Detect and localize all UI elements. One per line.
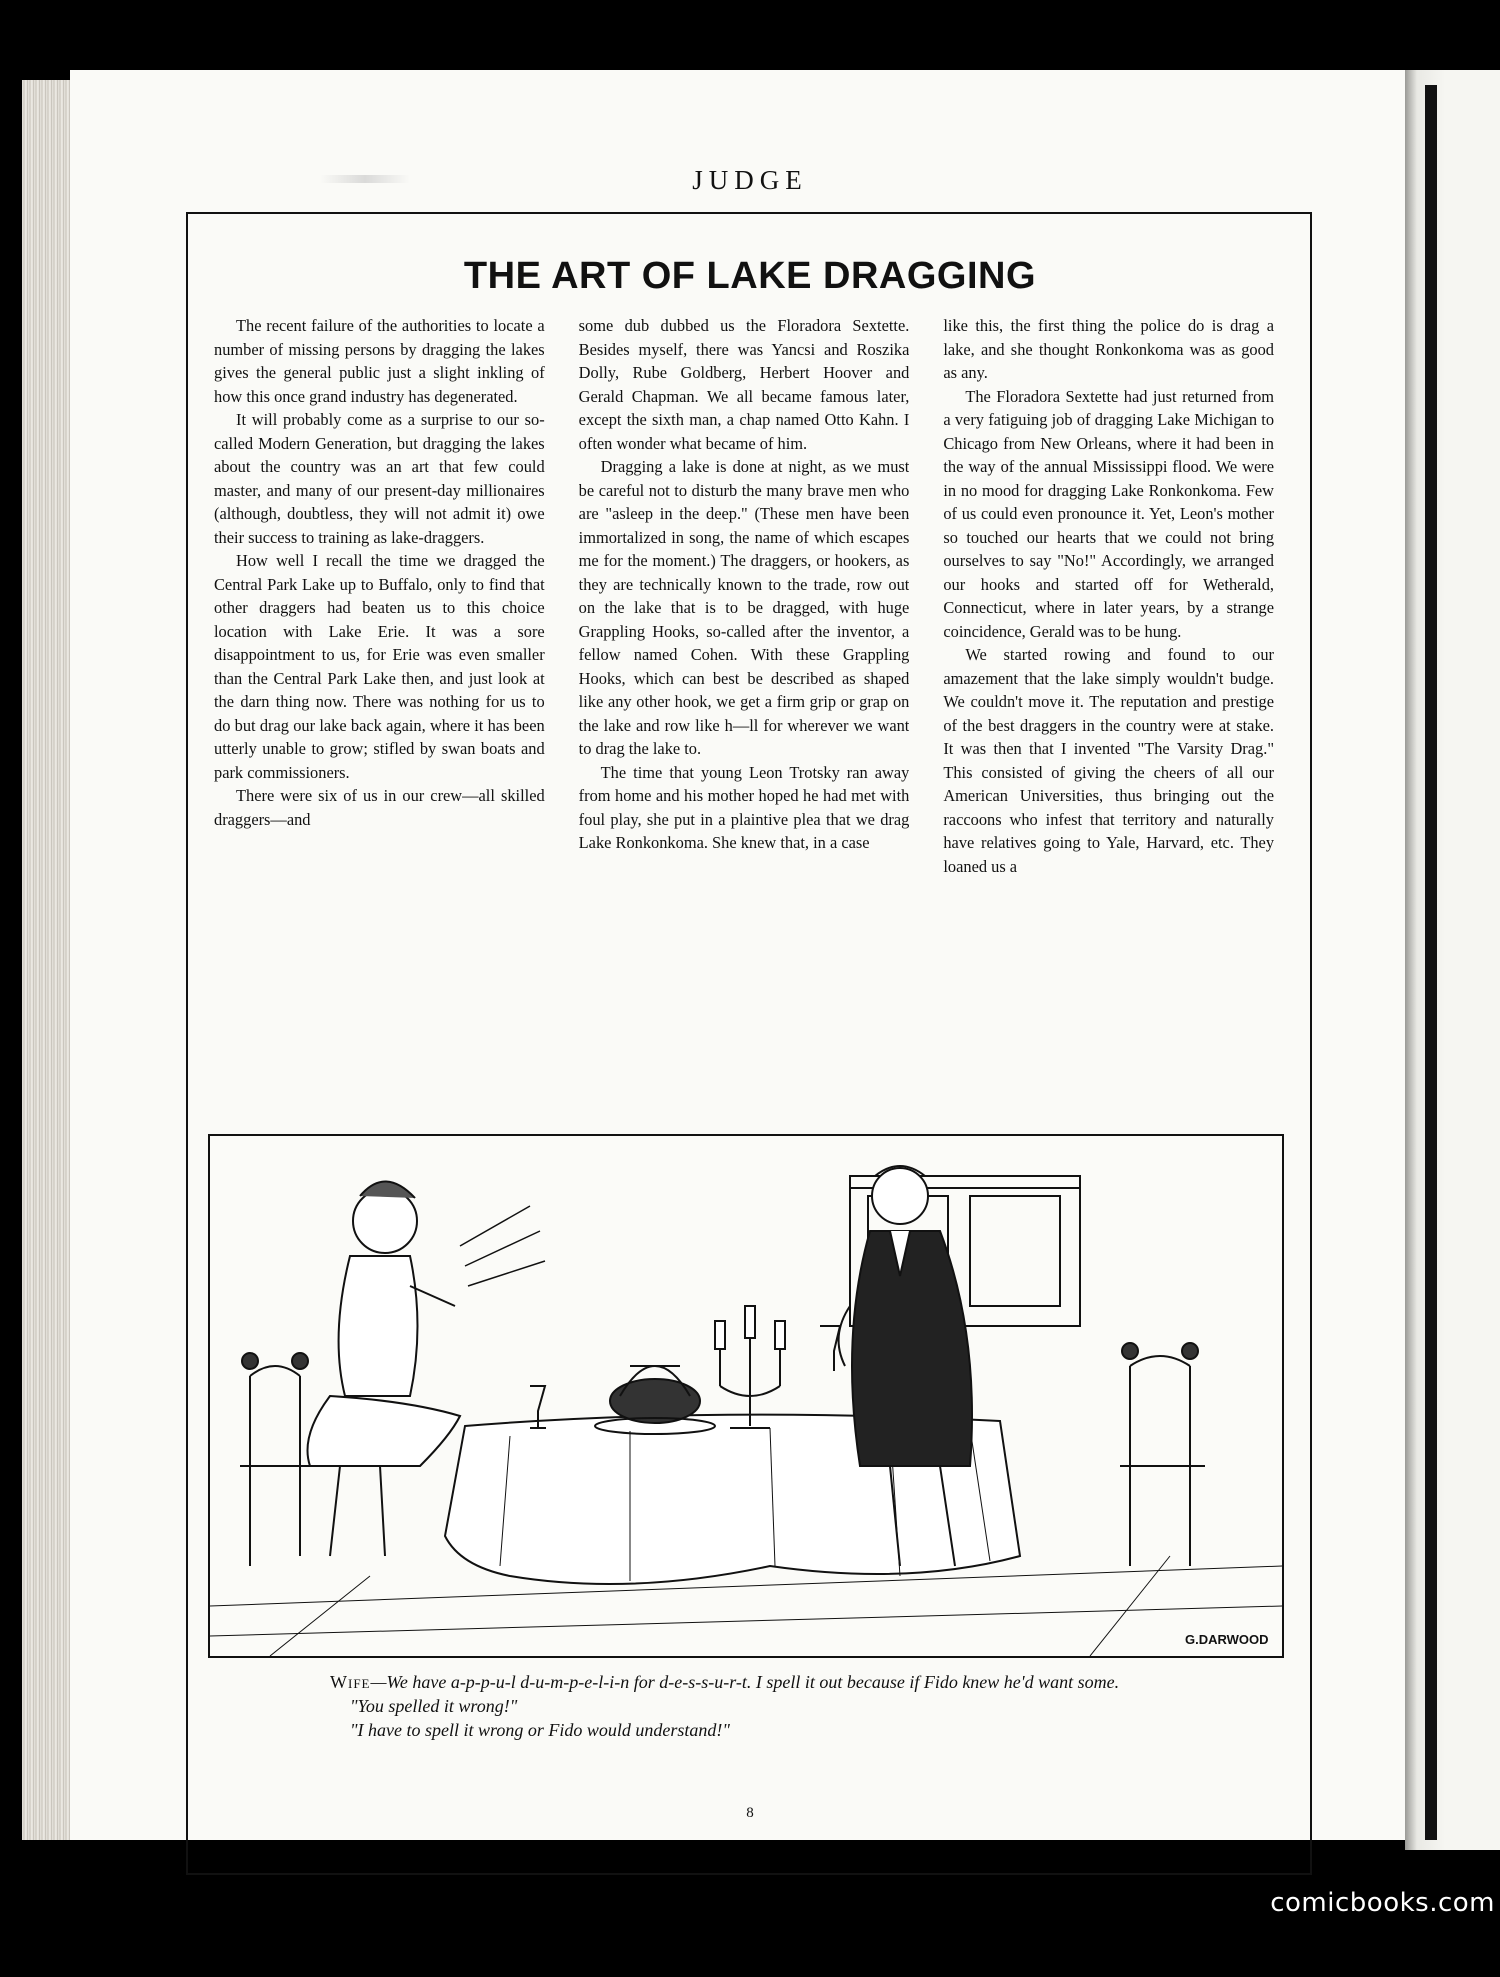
paragraph: We started rowing and found to our amazement that the lake simply wouldn't budge. We couldn't move it. The reputation and prestige of the best draggers in the country were at stake. It was then that I invented "The Varsity Drag." This consisted of giving the cheers of all our American Universities, thus bringing out the raccoons who infest that territory and naturally have relatives going to Yale, Harvard, etc. They loaned us a	[943, 645, 1275, 876]
paragraph: The Floradora Sextette had just returned from a very fatiguing job of dragging Lake Michigan to Chicago from New Orleans, where it had been in the way of the annual Mississippi flood. We were in no mood for dragging Lake Ronkonkoma. Few of us could even pronounce it. Yet, Leon's mother so touched our hearts that we could not bring ourselves to say "No!" Accordingly, we arranged our hooks and started off for Wetherald, Connecticut, where in later years, by a strange coincidence, Gerald was to be hung.	[943, 386, 1275, 641]
caption-text: —We have a-p-p-u-l d-u-m-p-e-l-i-n for d-e-s-s-u-r-t. I spell it out because if Fido knew he'd want some.	[370, 1672, 1120, 1692]
page-number: 8	[746, 1805, 754, 1821]
column-3	[943, 314, 1274, 1114]
paragraph: some dub dubbed us the Floradora Sextette. Besides myself, there was Yancsi and Roszika Dolly, Rube Goldberg, Herbert Hoover and Gerald Chapman. We all became famous later, except the sixth man, a chap named Otto Kahn. I often wonder what became of him.	[578, 316, 910, 453]
paragraph: The recent failure of the authorities to locate a number of missing persons by dragging the lakes gives the general public just a slight inkling of how this once grand industry has degenerated.	[214, 316, 545, 406]
column-2	[579, 314, 910, 1114]
watermark: comicbooks.com	[1270, 1888, 1495, 1918]
caption-line-2: "You spelled it wrong!"	[350, 1696, 518, 1716]
magazine-name: JUDGE	[692, 165, 808, 195]
paragraph: It will probably come as a surprise to our so-called Modern Generation, but dragging the lakes about the country was an art that few could master, and many of our present-day millionaires (although, doubtless, they will not admit it) owe their success to training as lake-draggers.	[214, 410, 545, 547]
facing-page-edge	[1405, 70, 1500, 1850]
cartoon-illustration	[208, 1134, 1284, 1658]
dinner-scene-drawing	[210, 1136, 1282, 1656]
paragraph: There were six of us in our crew—all skilled draggers—and	[214, 786, 545, 829]
artist-signature: G.DARWOOD	[1185, 1632, 1269, 1647]
paragraph: How well I recall the time we dragged the Central Park Lake up to Buffalo, only to find that other draggers had beaten us to this choice location with Lake Erie. It was a sore disappointment to us, for Erie was even smaller than the Central Park Lake then, and just look at the darn thing now. There was nothing for us to do but drag our lake back again, where it has been utterly unable to grow; stifled by swan boats and park commissioners.	[214, 551, 545, 782]
caption-line-1	[330, 1670, 1210, 1694]
article-columns	[214, 314, 1274, 1114]
paragraph: The time that young Leon Trotsky ran away from home and his mother hoped he had met with foul play, she put in a plaintive plea that we drag Lake Ronkonkoma. She knew that, in a case	[578, 762, 910, 852]
caption-speaker: Wife	[330, 1672, 371, 1692]
article-title: THE ART OF LAKE DRAGGING	[463, 255, 1037, 297]
cartoon-caption	[330, 1670, 1210, 1742]
column-1	[214, 314, 545, 1114]
paragraph: Dragging a lake is done at night, as we must be careful not to disturb the many brave men who are "asleep in the deep." (These men have been immortalized in song, the name of which escapes me for the moment.) The draggers, or hookers, as they are technically known to the trade, row out on the lake that is to be dragged, with huge Grappling Hooks, so-called after the inventor, a fellow named Cohen. With these Grappling Hooks, which can best be described as shaped like any other hook, we get a firm grip or grap on the lake and row like h—ll for wherever we want to drag the lake to.	[578, 457, 910, 758]
paragraph: like this, the first thing the police do is drag a lake, and she thought Ronkonkoma was as good as any.	[943, 316, 1275, 382]
caption-line-3: "I have to spell it wrong or Fido would understand!"	[350, 1720, 730, 1740]
